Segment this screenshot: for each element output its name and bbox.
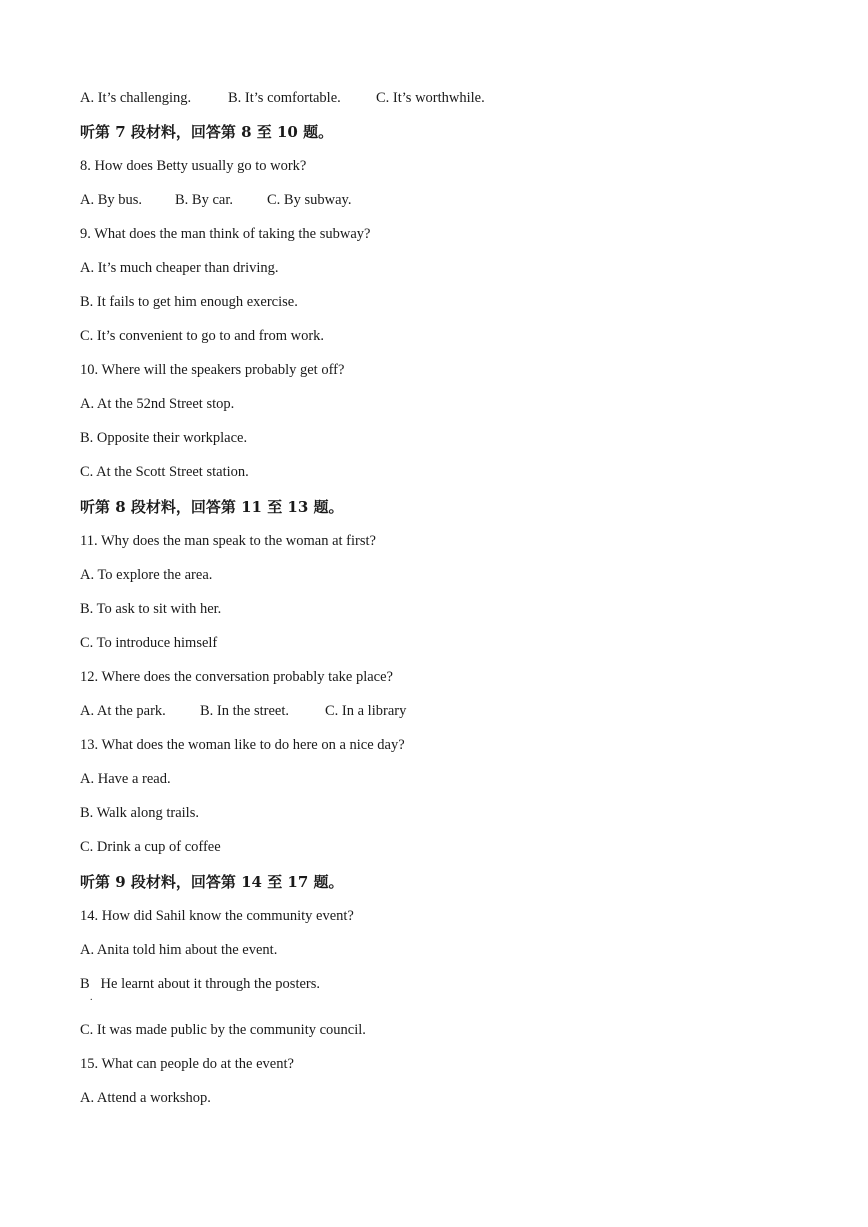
answer-option: C. It’s convenient to go to and from work. [80,328,325,344]
answer-option: B He learnt about it through the posters. [80,976,321,992]
section-heading: 听第 8 段材料，回答第 11 至 13 题。 [80,498,344,516]
answer-option: A. It’s much cheaper than driving. [80,260,279,276]
answer-option: C. Drink a cup of coffee [80,839,221,855]
answer-option: C. To introduce himself [80,635,218,651]
question-text: 10. Where will the speakers probably get off? [80,362,345,378]
answer-option: B. By car. [175,192,233,208]
answer-option: A. At the 52nd Street stop. [80,396,235,412]
answer-option: C. It was made public by the community council. [80,1022,366,1038]
answer-option: C. In a library [325,703,407,719]
question-text: 12. Where does the conversation probably take place? [80,669,393,685]
question-text: 11. Why does the man speak to the woman at first? [80,533,376,549]
question-text: 13. What does the woman like to do here on a nice day? [80,737,405,753]
answer-option: A. To explore the area. [80,567,213,583]
answer-option: C. At the Scott Street station. [80,464,249,480]
section-heading: 听第 7 段材料，回答第 8 至 10 题。 [80,123,334,141]
question-text: 9. What does the man think of taking the subway? [80,226,371,242]
answer-option: A. Have a read. [80,771,171,787]
answer-option: B. In the street. [200,703,289,719]
answer-option: B. It’s comfortable. [228,90,341,106]
answer-option: A. At the park. [80,703,166,719]
answer-option: A. Anita told him about the event. [80,942,278,958]
question-text: 15. What can people do at the event? [80,1056,294,1072]
stray-mark: . [90,992,93,1003]
answer-option: A. By bus. [80,192,143,208]
question-text: 14. How did Sahil know the community event? [80,908,354,924]
question-text: 8. How does Betty usually go to work? [80,158,307,174]
answer-option: A. Attend a workshop. [80,1090,211,1106]
answer-option: B. To ask to sit with her. [80,601,222,617]
answer-option: C. By subway. [267,192,352,208]
answer-option: B. It fails to get him enough exercise. [80,294,298,310]
answer-option: B. Walk along trails. [80,805,199,821]
answer-option: A. It’s challenging. [80,90,192,106]
answer-option: C. It’s worthwhile. [376,90,485,106]
answer-option: B. Opposite their workplace. [80,430,248,446]
section-heading: 听第 9 段材料，回答第 14 至 17 题。 [80,873,344,891]
